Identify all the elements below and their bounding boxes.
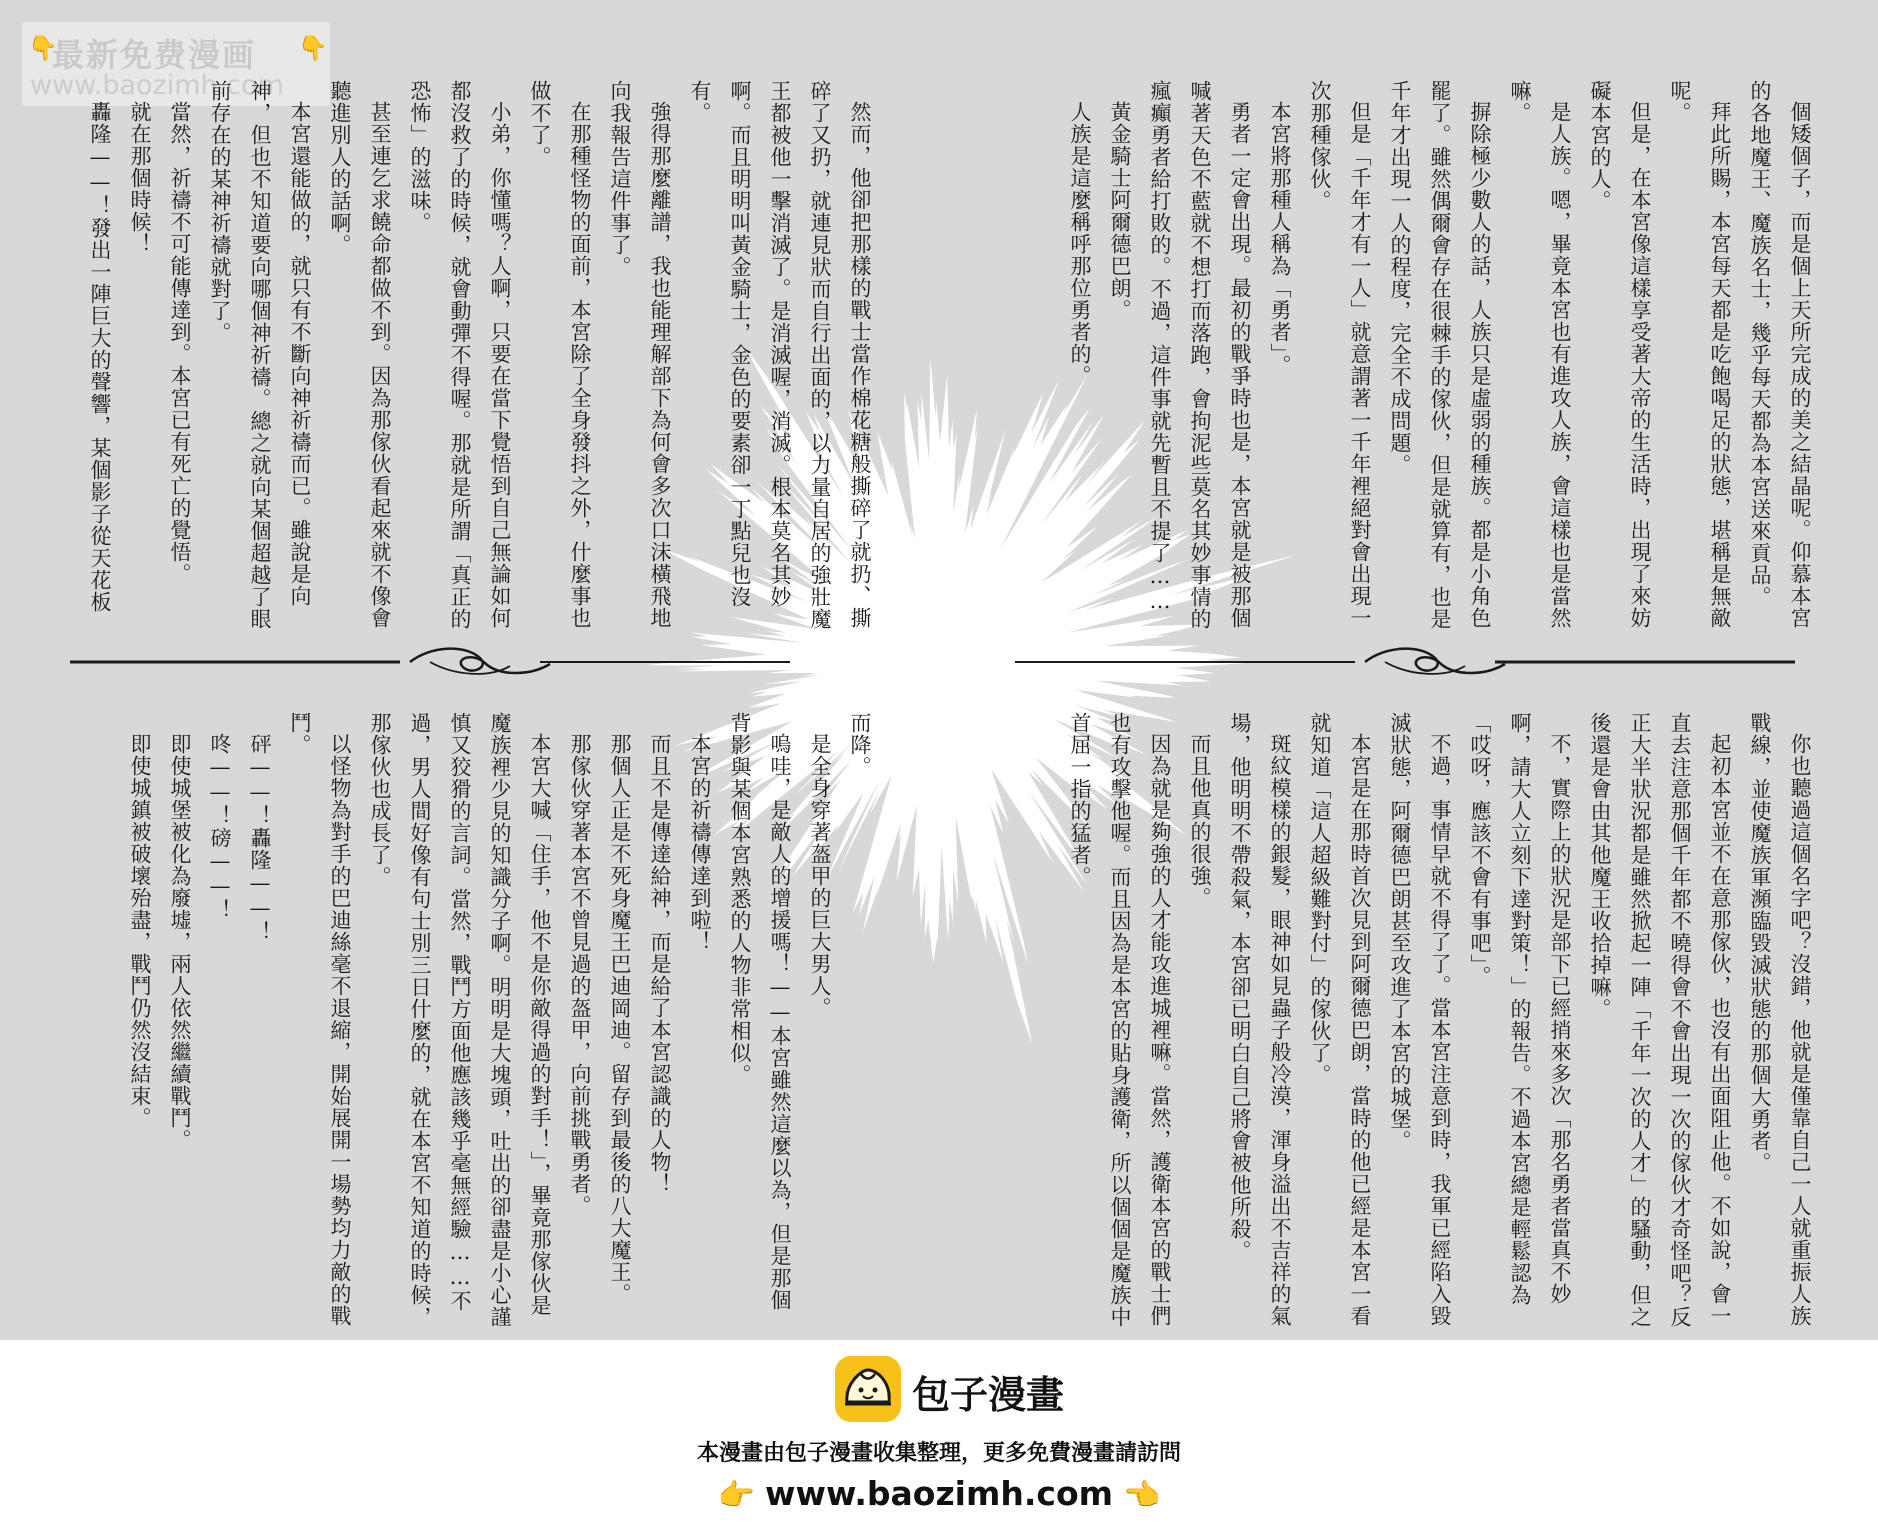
paragraph: 本宮是在那時首次見到阿爾德巴朗，當時的他已經是本宮一看就知道「這人超級難對付」的傢伙了。 — [1308, 712, 1372, 1327]
text-panel-bottom-left — [60, 712, 880, 1332]
ornament-divider-right — [1015, 640, 1795, 684]
paragraph: 摒除極少數人的話，人族只是虛弱的種族。都是小角色罷了。雖然偶爾會存在很棘手的傢伙，但是就算有，也是千年才出現一人的程度，完全不成問題。 — [1388, 80, 1492, 630]
paragraph: 而降。 — [848, 712, 872, 778]
paragraph: 斑紋模樣的銀髮，眼神如見蟲子般冷漠，渾身溢出不吉祥的氣場，他明明不帶殺氣，本宮卻已明白自己將會被他所殺。 — [1228, 712, 1292, 1327]
paragraph: 在那種怪物的面前，本宮除了全身發抖之外，什麼事也做不了。 — [528, 80, 592, 629]
paragraph: 不過，事情早就不得了了。當本宮注意到時，我軍已經陷入毀滅狀態，阿爾德巴朗甚至攻進了本宮的城堡。 — [1388, 712, 1452, 1327]
paragraph: 本宮還能做的，就只有不斷向神祈禱而已。雖說是向神，但也不知道要向哪個神祈禱。總之就向某個超越了眼前存在的某神祈禱就對了。 — [208, 80, 312, 630]
paragraph: 個矮個子，而是個上天所完成的美之結晶呢。仰慕本宮的各地魔王、魔族名士，幾乎每天都為本宮送來貢品。 — [1748, 80, 1812, 629]
paragraph: 本宮將那種人稱為「勇者」。 — [1268, 101, 1292, 377]
pointing-left-hand-icon: 👈 — [1123, 1478, 1161, 1513]
paragraph: 當然，祈禱不可能傳達到。本宮已有死亡的覺悟。 — [168, 101, 192, 585]
paragraph: 而且他真的很強。 — [1188, 733, 1212, 909]
text-panel-top-right — [1000, 80, 1820, 640]
paragraph: 拜此所賜，本宮每天都是吃飽喝足的狀態，堪稱是無敵呢。 — [1668, 80, 1732, 629]
paragraph: 是全身穿著盔甲的巨大男人。 — [808, 733, 832, 1019]
paragraph: 而且不是傳達給神，而是給了本宮認識的人物！ — [648, 733, 672, 1195]
paragraph: 黃金騎士阿爾德巴朗。 — [1108, 101, 1132, 321]
baozi-bun-icon — [833, 1354, 903, 1424]
pointing-right-hand-icon: 👉 — [717, 1478, 755, 1513]
paragraph: 即使城堡被化為廢墟，兩人依然繼續戰鬥。 — [168, 733, 192, 1151]
paragraph: 起初本宮並不在意那傢伙，也沒有出面阻止他。不如說，會一直去注意那個千年都不曉得會不會出現一次的傢伙才奇怪吧？反正大半狀況都是雖然掀起一陣「千年一次的人才」的騷動，但之後還是會由其他魔王收拾掉嘛。 — [1588, 712, 1732, 1328]
paragraph: 甚至連乞求饒命都做不到。因為那傢伙看起來就不像會聽進別人的話啊。 — [328, 80, 392, 629]
paragraph: 即使城鎮被破壞殆盡，戰鬥仍然沒結束。 — [128, 733, 152, 1129]
footer-url-row — [0, 1474, 1878, 1513]
logo-text: 包子漫畫 — [912, 1373, 1065, 1417]
paragraph: 是人族。嗯，畢竟本宮也有進攻人族，會這樣也是當然嘛。 — [1508, 80, 1572, 629]
text-panel-top-left — [60, 80, 880, 640]
footer-url-link[interactable]: www.baozimh.com — [765, 1474, 1113, 1513]
paragraph: 轟隆——！發出一陣巨大的聲響，某個影子從天花板 — [88, 101, 112, 613]
paragraph: 本宮的祈禱傳達到啦！ — [688, 733, 712, 953]
paragraph: 砰——！轟隆——！ — [248, 733, 272, 943]
paragraph: 咚——！磅——！ — [208, 733, 232, 921]
paragraph: 本宮大喊「住手，他不是你敵得過的對手！」，畢竟那傢伙是魔族裡少見的知識分子啊。明明是大塊頭，吐出的卻盡是小心謹慎又狡猾的言詞。當然，戰鬥方面他應該幾乎毫無經驗……不過，男人間好像有句士別三日什麼的，就在本宮不知道的時候，那傢伙也成長了。 — [368, 712, 552, 1328]
paragraph: 那個人正是不死身魔王巴迪岡迪。留存到最後的八大魔王。 — [608, 733, 632, 1305]
ornament-divider-left — [70, 640, 790, 684]
paragraph: 因為就是夠強的人才能攻進城裡嘛。當然，護衛本宮的戰士們也有攻擊他喔。而且因為是本宮的貼身護衛，所以個個是魔族中首屈一指的猛者。 — [1068, 712, 1172, 1328]
site-footer — [0, 1342, 1878, 1531]
watermark-url: www.baozimh.com — [30, 70, 284, 101]
paragraph: 勇者一定會出現。最初的戰爭時也是，本宮就是被那個喊著天色不藍就不想打而落跑，會拘泥些莫名其妙事情的瘋癲勇者給打敗的。不過，這件事就先暫且不提了…… — [1148, 80, 1252, 630]
paragraph: 小弟，你懂嗎？人啊，只要在當下覺悟到自己無論如何都沒救了的時候，就會動彈不得喔。那就是所謂「真正的恐怖」的滋味。 — [408, 80, 512, 630]
text-panel-bottom-right — [1000, 712, 1820, 1332]
paragraph: 但是，在本宮像這樣享受著大帝的生活時，出現了來妨礙本宮的人。 — [1588, 80, 1652, 629]
paragraph: 不，實際上的狀況是部下已經捎來多次「那名勇者當真不妙啊，請大人立刻下達對策！」的報告。不過本宮總是輕鬆認為「哎呀，應該不會有事吧」。 — [1468, 712, 1572, 1306]
paragraph: 嗚哇，是敵人的增援嗎！——本宮雖然這麼以為，但是那個背影與某個本宮熟悉的人物非常相似。 — [728, 712, 792, 1311]
paragraph: 就在那個時候！ — [128, 101, 152, 255]
paragraph: 人族是這麼稱呼那位勇者的。 — [1068, 101, 1092, 387]
paragraph: 強得那麼離譜，我也能理解部下為何會多次口沫橫飛地向我報告這件事了。 — [608, 80, 672, 629]
paragraph: 以怪物為對手的巴迪絲毫不退縮，開始展開一場勢均力敵的戰鬥。 — [288, 712, 352, 1327]
pointing-down-hand-icon: 👇 — [28, 34, 58, 62]
paragraph: 但是「千年才有一人」就意謂著一千年裡絕對會出現一次那種傢伙。 — [1308, 80, 1372, 629]
footer-note: 本漫畫由包子漫畫收集整理，更多免費漫畫請訪問 — [696, 1441, 1181, 1466]
paragraph: 你也聽過這個名字吧？沒錯，他就是僅靠自己一人就重振人族戰線，並使魔族軍瀕臨毀滅狀態的那個大勇者。 — [1748, 712, 1812, 1327]
watermark-title: 最新免费漫画 — [52, 36, 257, 74]
paragraph: 那傢伙穿著本宮不曾見過的盔甲，向前挑戰勇者。 — [568, 733, 592, 1217]
pointing-down-hand-icon: 👇 — [298, 34, 328, 62]
paragraph: 然而，他卻把那樣的戰士當作棉花糖般撕碎了就扔、撕碎了又扔，就連見狀而自行出面的，以力量自居的強壯魔王都被他一擊消滅了。是消滅喔，消滅。根本莫名其妙啊。而且明明叫黃金騎士，金色的要素卻一丁點兒也沒有。 — [688, 80, 872, 630]
